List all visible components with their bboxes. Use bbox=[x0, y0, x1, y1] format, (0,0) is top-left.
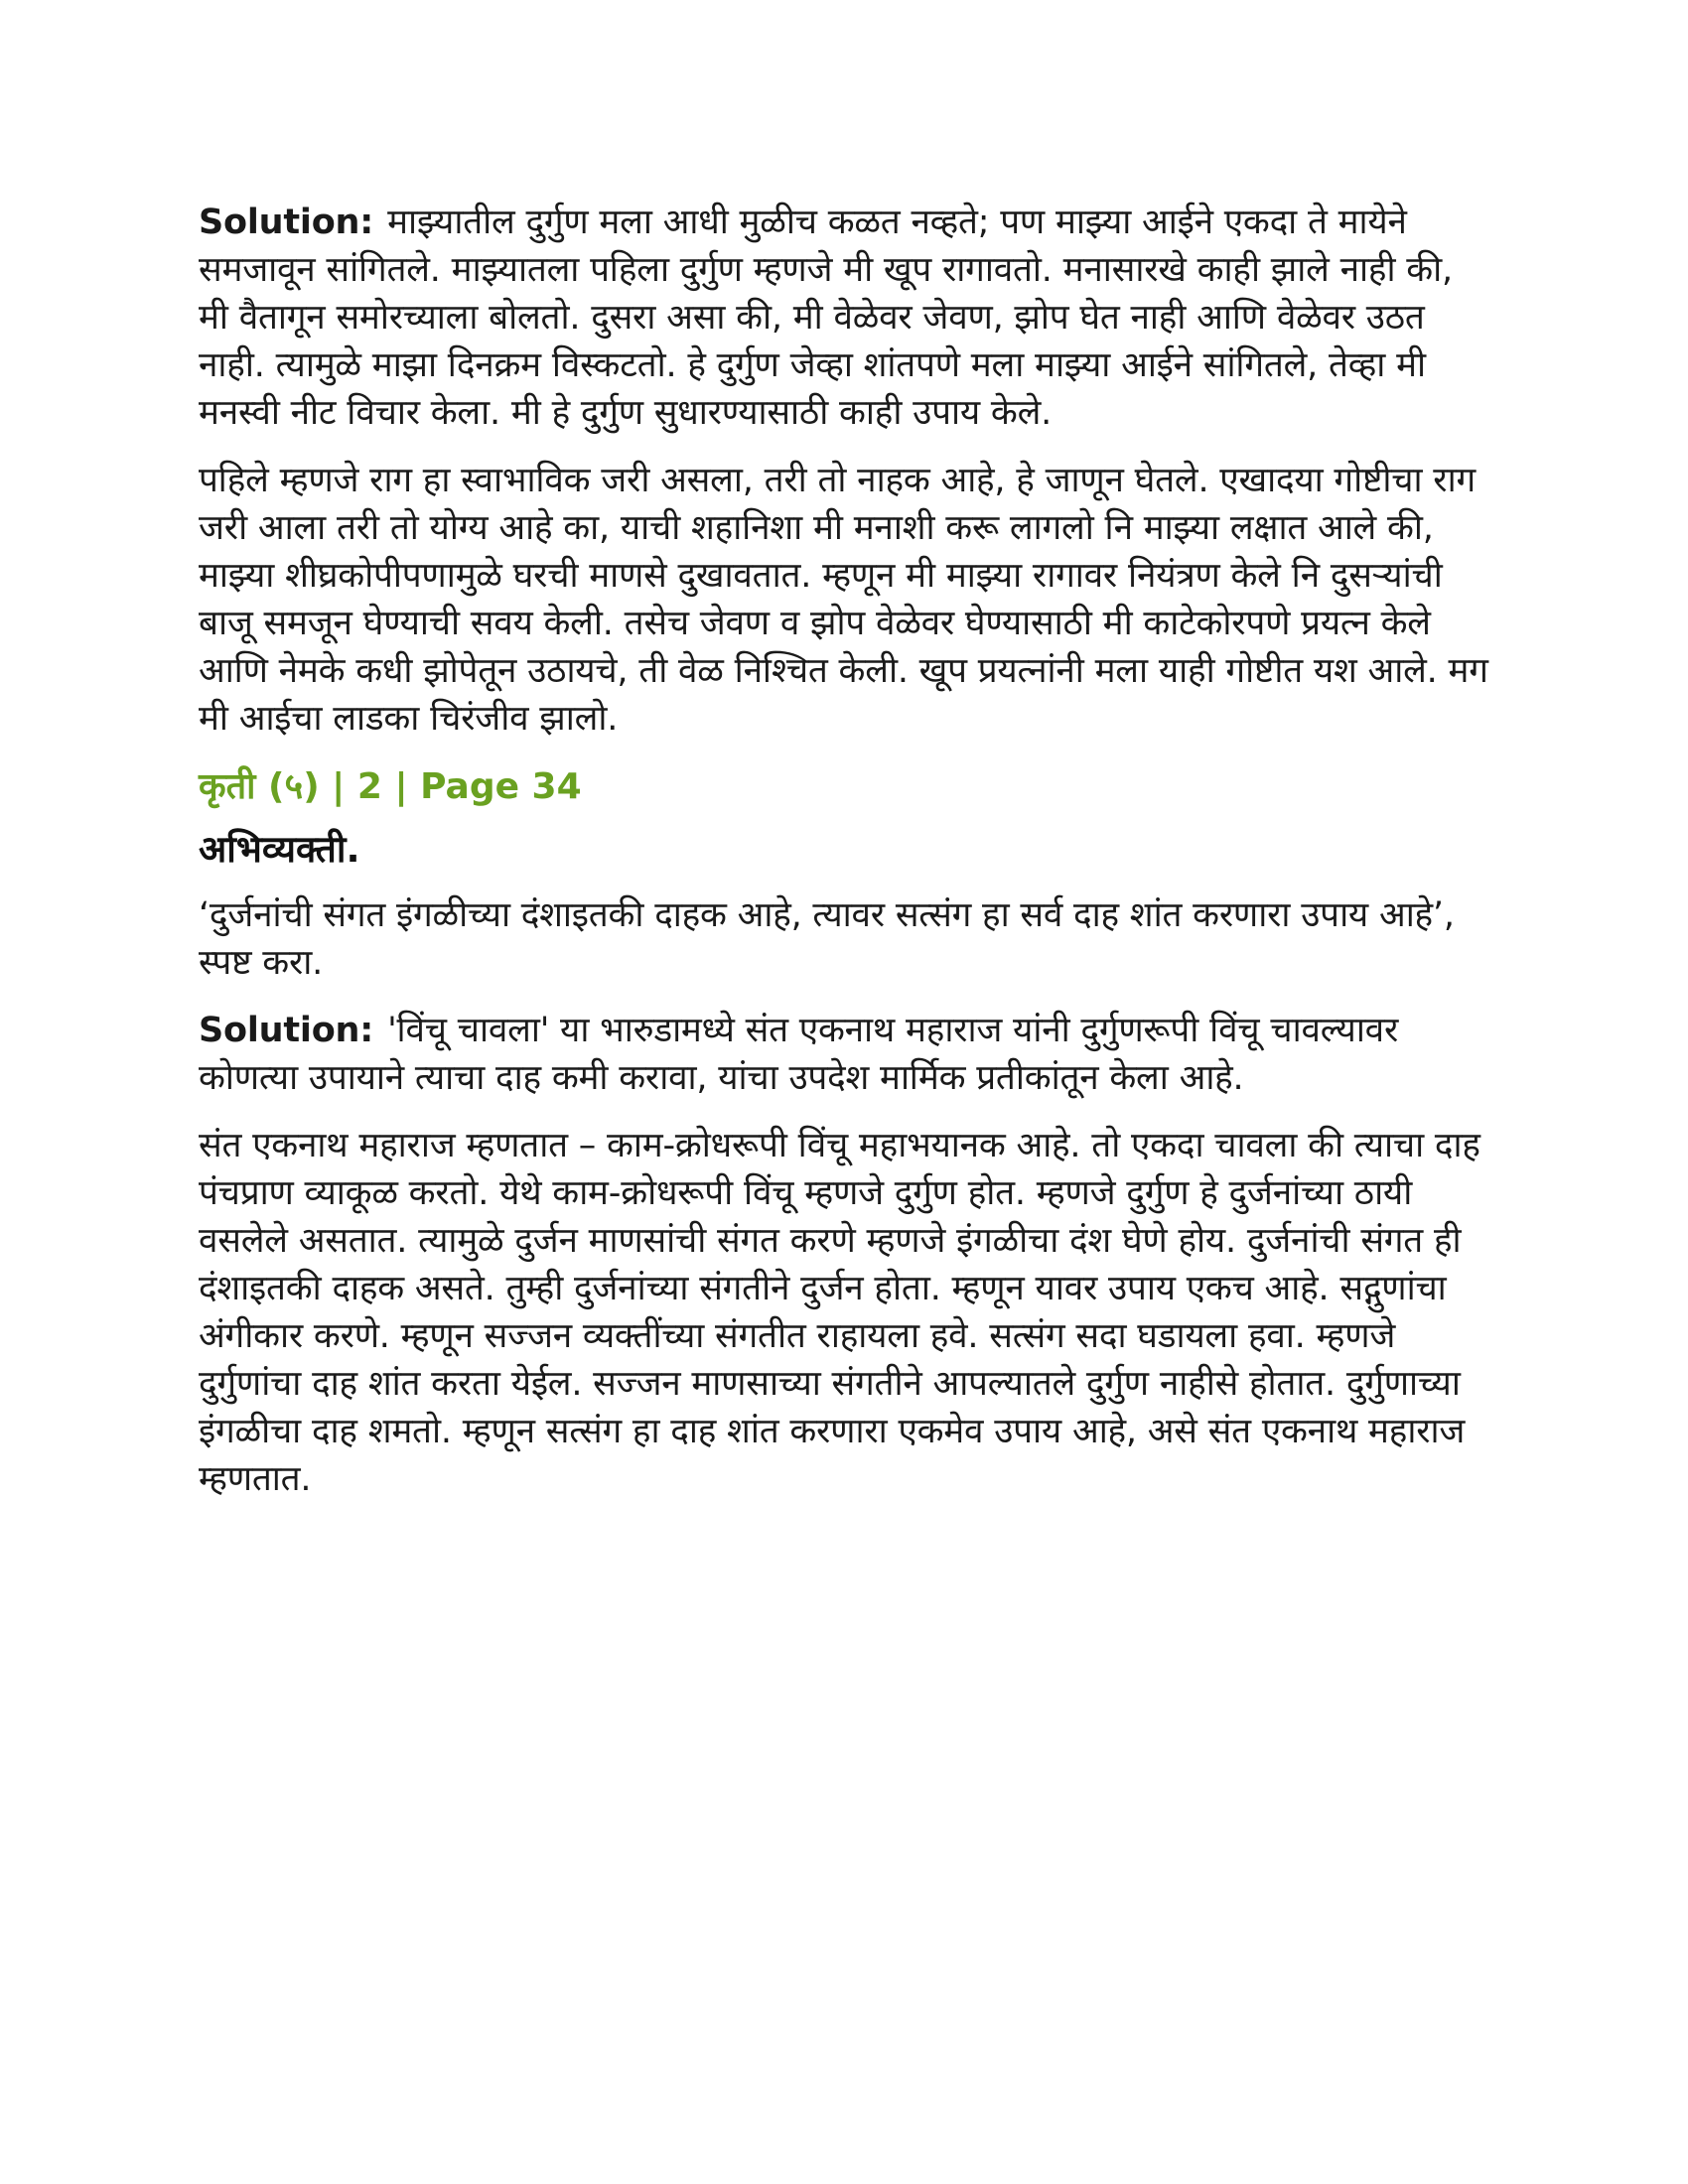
solution-paragraph-1 bbox=[199, 199, 1489, 437]
expression-subheading: अभिव्यक्ती. bbox=[199, 828, 360, 871]
activity-heading: कृती (५) | 2 | Page 34 bbox=[199, 766, 582, 807]
solution-paragraph-4: संत एकनाथ महाराज म्हणतात – काम-क्रोधरूपी विंचू महाभयानक आहे. तो एकदा चावला की त्याचा दाह पंचप्राण व्याकूळ करतो. येथे काम-क्रोधरूपी विंचू म्हणजे दुर्गुण होत. म्हणजे दुर्गुण हे दुर्जनांच्या ठायी वसलेले असतात. त्यामुळे दुर्जन माणसांची संगत करणे म्हणजे इंगळीचा दंश घेणे होय. दुर्जनांची संगत ही दंशाइतकी दाहक असते. तुम्ही दुर्जनांच्या संगतीने दुर्जन होता. म्हणून यावर उपाय एकच आहे. सद्गुणांचा अंगीकार करणे. म्हणून सज्जन व्यक्तींच्या संगतीत राहायला हवे. सत्संग सदा घडायला हवा. म्हणजे दुर्गुणांचा दाह शांत करता येईल. सज्जन माणसाच्या संगतीने आपल्यातले दुर्गुण नाहीसे होतात. दुर्गुणाच्या इंगळीचा दाह शमतो. म्हणून सत्संग हा दाह शांत करणारा एकमेव उपाय आहे, असे संत एकनाथ महाराज म्हणतात. bbox=[199, 1126, 1480, 1499]
document-page bbox=[199, 199, 1489, 1523]
solution-label: Solution: bbox=[199, 203, 374, 242]
solution-label-2: Solution: bbox=[199, 1011, 374, 1050]
solution-text-1: माझ्यातील दुर्गुण मला आधी मुळीच कळत नव्हते; पण माझ्या आईने एकदा ते मायेने समजावून सांगितले. माझ्यातला पहिला दुर्गुण म्हणजे मी खूप रागावतो. मनासारखे काही झाले नाही की, मी वैतागून समोरच्याला बोलतो. दुसरा असा की, मी वेळेवर जेवण, झोप घेत नाही आणि वेळेवर उठत नाही. त्यामुळे माझा दिनक्रम विस्कटतो. हे दुर्गुण जेव्हा शांतपणे मला माझ्या आईने सांगितले, तेव्हा मी मनस्वी नीट विचार केला. मी हे दुर्गुण सुधारण्यासाठी काही उपाय केले. bbox=[199, 203, 1453, 433]
solution-paragraph-3 bbox=[199, 1007, 1489, 1102]
solution-paragraph-2: पहिले म्हणजे राग हा स्वाभाविक जरी असला, तरी तो नाहक आहे, हे जाणून घेतले. एखादया गोष्टीचा राग जरी आला तरी तो योग्य आहे का, याची शहानिशा मी मनाशी करू लागलो नि माझ्या लक्षात आले की, माझ्या शीघ्रकोपीपणामुळे घरची माणसे दुखावतात. म्हणून मी माझ्या रागावर नियंत्रण केले नि दुसऱ्यांची बाजू समजून घेण्याची सवय केली. तसेच जेवण व झोप वेळेवर घेण्यासाठी मी काटेकोरपणे प्रयत्न केले आणि नेमके कधी झोपेतून उठायचे, ती वेळ निश्चित केली. खूप प्रयत्नांनी मला याही गोष्टीत यश आले. मग मी आईचा लाडका चिरंजीव झालो. bbox=[199, 461, 1488, 739]
question-text: ‘दुर्जनांची संगत इंगळीच्या दंशाइतकी दाहक आहे, त्यावर सत्संग हा सर्व दाह शांत करणारा उपाय आहे’, स्पष्ट करा. bbox=[199, 895, 1455, 983]
solution-text-3: 'विंचू चावला' या भारुडामध्ये संत एकनाथ महाराज यांनी दुर्गुणरूपी विंचू चावल्यावर कोणत्या उपायाने त्याचा दाह कमी करावा, यांचा उपदेश मार्मिक प्रतीकांतून केला आहे. bbox=[199, 1011, 1399, 1098]
